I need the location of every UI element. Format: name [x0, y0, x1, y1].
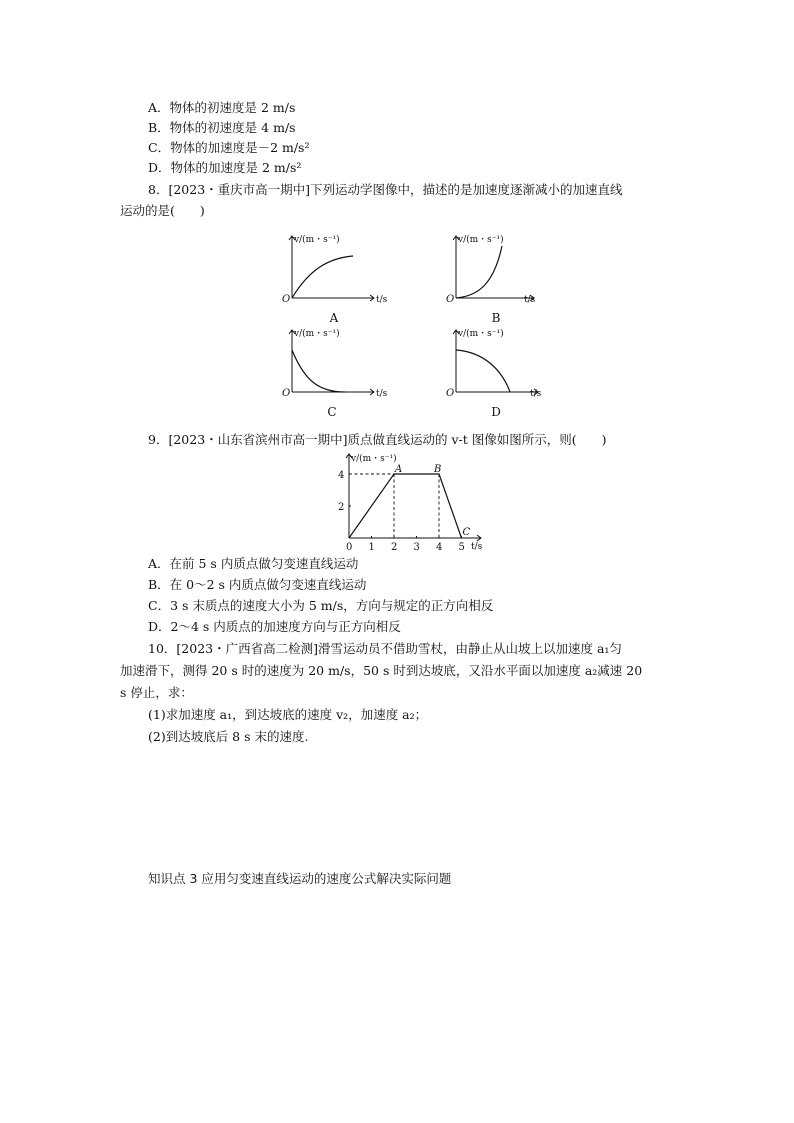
- x-tick-label: 1: [368, 542, 375, 553]
- x-axis-label: t/s: [376, 295, 388, 305]
- q8-graph-b-curve: [456, 246, 502, 298]
- q8-stem-line1: 8．[2023・重庆市高一期中]下列运动学图像中，描述的是加速度逐渐减小的加速直线: [148, 182, 623, 197]
- q8-caption-d: D: [491, 405, 501, 419]
- q9-option-c: C．3 s 末质点的速度大小为 5 m/s，方向与规定的正方向相反: [148, 598, 494, 613]
- origin-label: O: [282, 294, 291, 305]
- x-tick-label: 4: [436, 542, 443, 553]
- x-tick-label: 3: [413, 542, 420, 553]
- q10-subquestion-1: (1)求加速度 a₁，到达坡底的速度 v₂，加速度 a₂；: [148, 707, 428, 722]
- q10-subquestion-2: (2)到达坡底后 8 s 末的速度.: [148, 729, 309, 744]
- q10-stem-line3: s 停止，求：: [120, 685, 193, 700]
- origin-label: O: [282, 388, 291, 399]
- q7-option-b: B．物体的初速度是 4 m/s: [148, 120, 296, 135]
- point-label-a: A: [395, 464, 403, 475]
- section-heading: 知识点 3 应用匀变速直线运动的速度公式解决实际问题: [148, 871, 452, 886]
- q7-option-a: A．物体的初速度是 2 m/s: [148, 100, 296, 115]
- q9-vt-chart: [335, 450, 495, 555]
- q8-graph-c: [280, 322, 400, 404]
- q8-caption-b: B: [491, 311, 501, 325]
- q7-option-d: D．物体的加速度是 2 m/s²: [148, 160, 302, 175]
- q8-stem-line2: 运动的是( ): [120, 203, 205, 218]
- x-axis-label: t/s: [471, 542, 483, 552]
- series-line: [349, 474, 462, 538]
- x-axis-label: t/s: [376, 389, 388, 399]
- q10-stem-line1: 10．[2023・广西省高二检测]滑雪运动员不借助雪杖，由静止从山坡上以加速度 a₁匀: [148, 641, 622, 656]
- q8-graph-b: [444, 228, 564, 310]
- q8-graph-a-curve: [292, 256, 353, 298]
- x-axis-label: t/s: [530, 389, 542, 399]
- y-axis-label: v/(m・s⁻¹): [294, 235, 340, 245]
- q7-option-c: C．物体的加速度是－2 m/s²: [148, 140, 310, 155]
- y-tick-label: 2: [338, 502, 345, 513]
- q8-graph-c-curve: [292, 350, 345, 392]
- q9-option-d: D．2～4 s 内质点的加速度方向与正方向相反: [148, 619, 401, 634]
- origin-label: O: [446, 294, 455, 305]
- origin-label: O: [446, 388, 455, 399]
- x-axis-label: t/s: [524, 295, 536, 305]
- q10-stem-line2: 加速滑下，测得 20 s 时的速度为 20 m/s，50 s 时到达坡底，又沿水平面以加速度 a₂减速 20: [120, 663, 643, 678]
- q9-stem: 9．[2023・山东省滨州市高一期中]质点做直线运动的 v-t 图像如图所示，则( ): [148, 432, 607, 447]
- x-tick-label: 0: [346, 542, 353, 553]
- y-axis-label: v/(m・s⁻¹): [458, 235, 504, 245]
- q8-graph-a: [280, 228, 400, 310]
- q8-caption-a: A: [329, 311, 339, 325]
- point-label-b: B: [434, 464, 442, 475]
- y-tick-label: 4: [338, 470, 345, 481]
- q9-option-a: A．在前 5 s 内质点做匀变速直线运动: [148, 556, 359, 571]
- y-axis-label: v/(m・s⁻¹): [458, 329, 504, 339]
- x-tick-label: 5: [458, 542, 465, 553]
- y-axis-label: v/(m・s⁻¹): [351, 454, 397, 464]
- y-axis-label: v/(m・s⁻¹): [294, 329, 340, 339]
- point-label-c: C: [462, 527, 471, 538]
- q9-option-b: B．在 0～2 s 内质点做匀变速直线运动: [148, 577, 367, 592]
- x-tick-label: 2: [391, 542, 398, 553]
- q8-graph-d: [444, 322, 564, 404]
- q8-graph-d-curve: [456, 350, 510, 392]
- q8-caption-c: C: [327, 405, 337, 419]
